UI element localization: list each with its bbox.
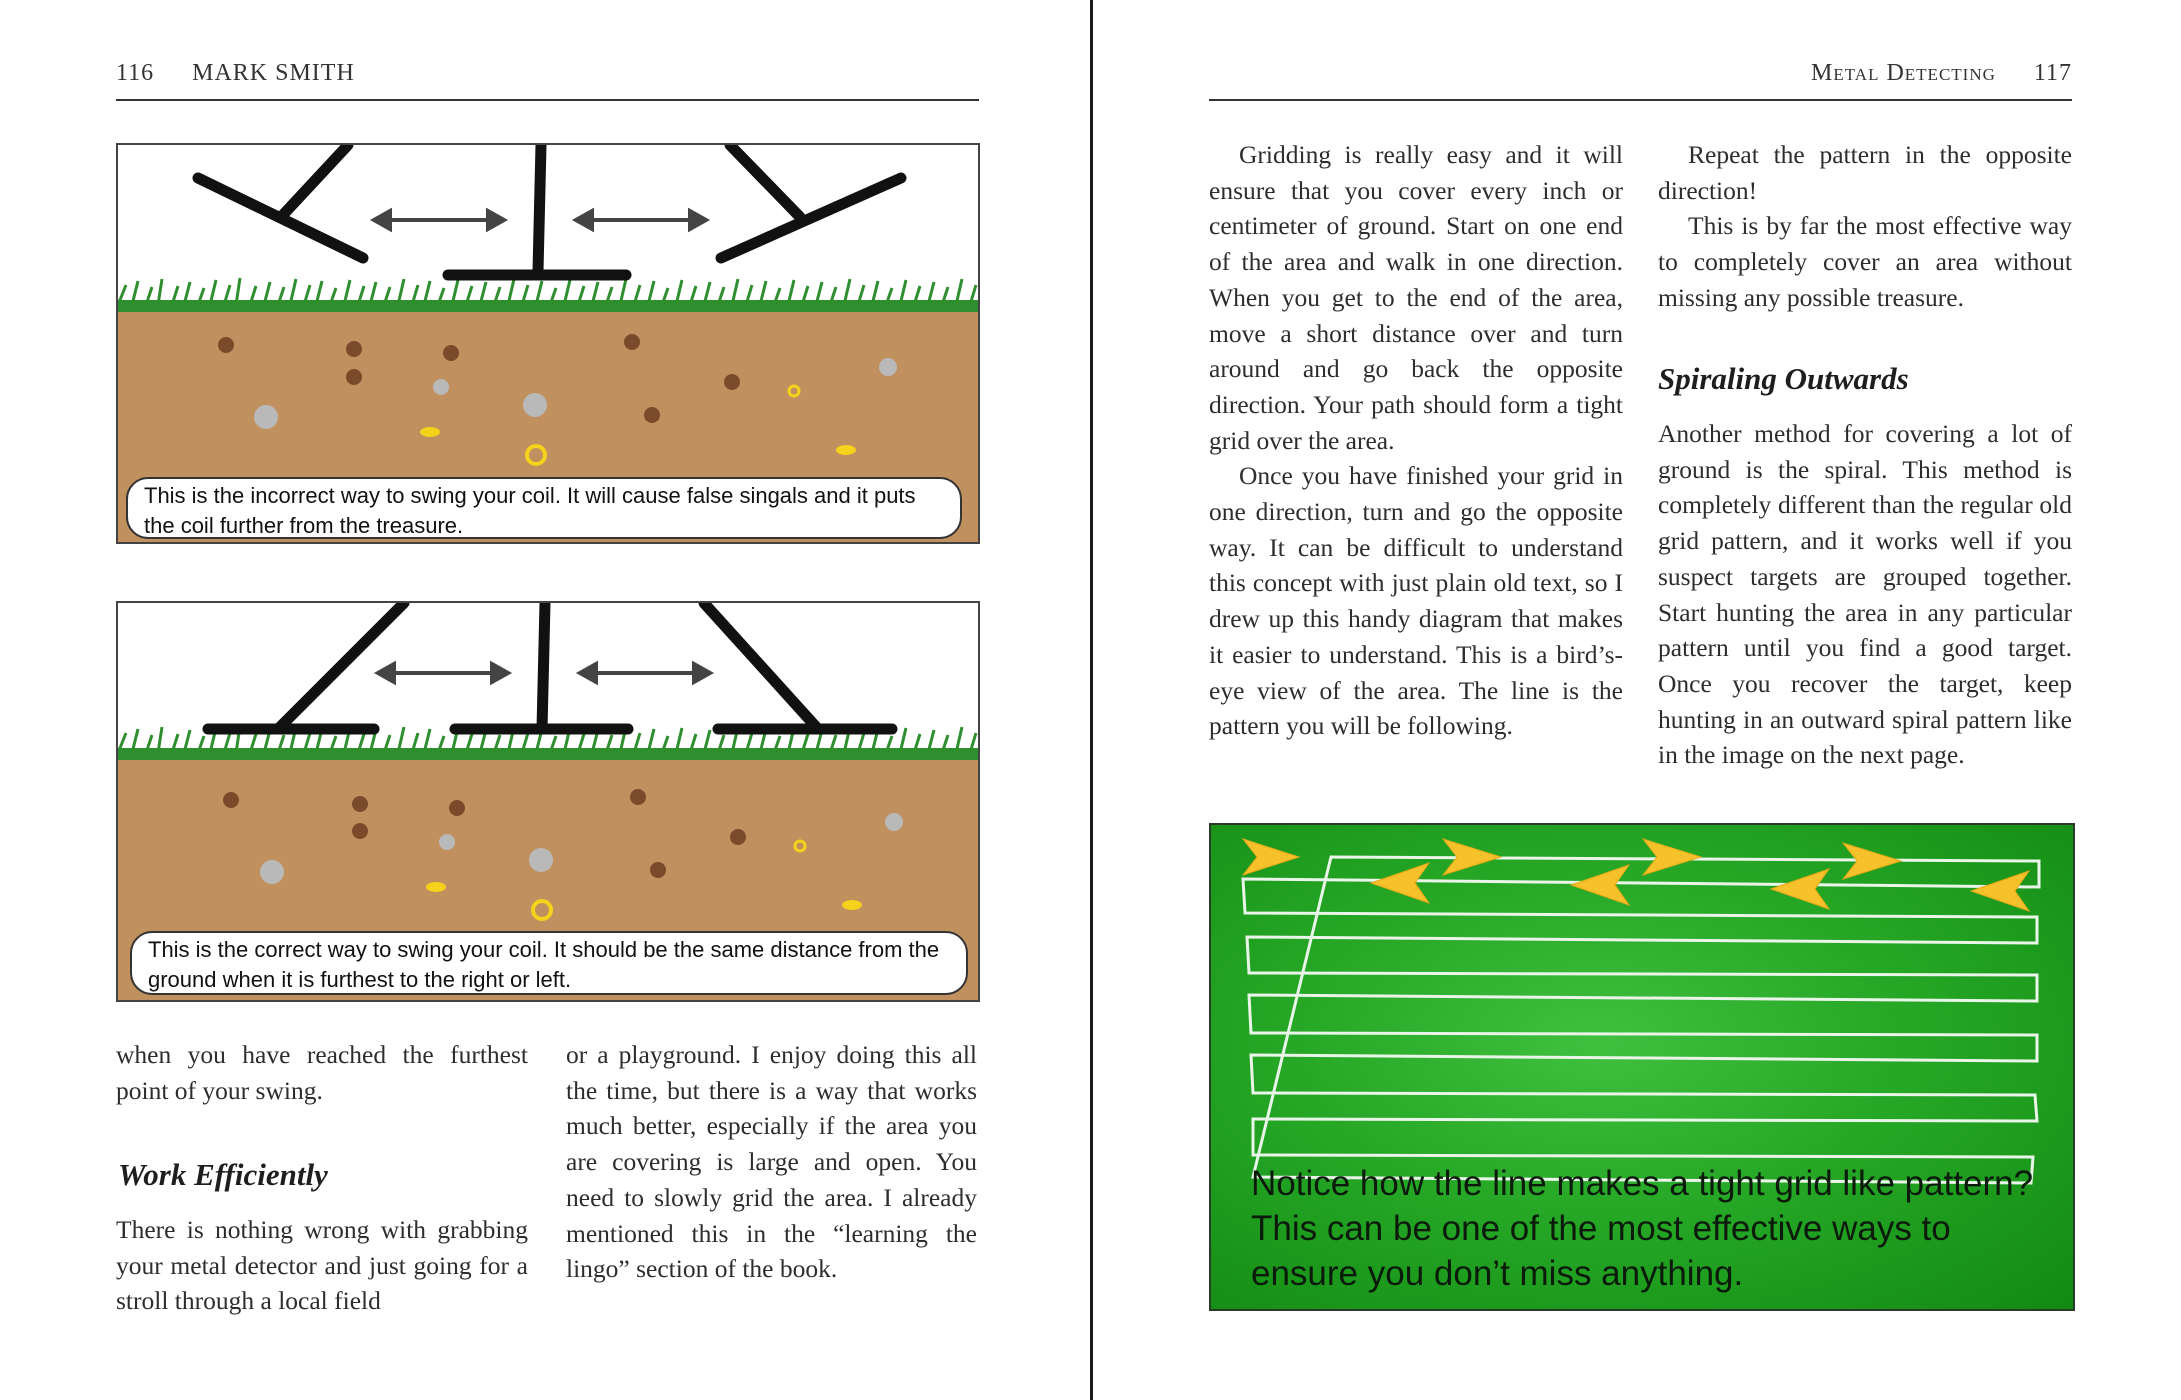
left-column-1-cont <box>116 1212 528 1319</box>
figure-caption-correct: This is the correct way to swing your coil. It should be the same distance from the ground when it is furthest to the right or left. <box>130 931 968 995</box>
heading-work-efficiently: Work Efficiently <box>118 1157 328 1192</box>
right-col2-para1: Repeat the pattern in the opposite direction! <box>1658 140 2072 205</box>
detector-shafts <box>198 145 901 275</box>
left-running-head: MARK SMITH <box>192 60 355 86</box>
grass-base <box>118 748 978 760</box>
left-col1-para2: There is nothing wrong with grabbing your metal detector and just going for a stroll through a local field <box>116 1215 528 1316</box>
left-column-1 <box>116 1037 528 1108</box>
book-spine <box>1090 0 1093 1400</box>
right-column-2-cont <box>1658 416 2072 773</box>
arrow-right-1 <box>1243 839 1299 875</box>
direction-arrows <box>1243 839 2029 911</box>
right-header <box>1811 60 2072 87</box>
right-column-1 <box>1209 137 1623 744</box>
right-col1-para2: Once you have finished your grid in one direction, turn and go the opposite way. It can be difficult to understand this concept with just plain old text, so I drew up this handy diagram that makes it easier to understand. This is a bird’s-eye view of the area. The line is the pattern you will be following. <box>1209 461 1623 741</box>
right-col2-para2: This is by far the most effective way to completely cover an area without missing any possible treasure. <box>1658 211 2072 312</box>
figure-correct-swing <box>116 601 980 1002</box>
figure-grid-pattern <box>1209 823 2075 1311</box>
left-header-rule <box>116 99 979 101</box>
right-page-number: 117 <box>2033 60 2072 86</box>
left-col1-para1: when you have reached the furthest point of your swing. <box>116 1040 528 1105</box>
left-page <box>0 0 1089 1400</box>
figure-incorrect-swing <box>116 143 980 544</box>
right-page <box>1094 0 2181 1400</box>
grass-base <box>118 300 978 312</box>
grid-path-line <box>1243 857 2039 1183</box>
arrow-left-2 <box>1571 865 1629 905</box>
arrow-left-1 <box>1371 863 1429 903</box>
right-column-2 <box>1658 137 2072 316</box>
left-column-2 <box>566 1037 977 1287</box>
arrow-right-3 <box>1643 839 1701 875</box>
left-header <box>116 60 355 87</box>
detector-shafts <box>208 603 892 729</box>
right-header-rule <box>1209 99 2072 101</box>
grid-figure-caption: Notice how the line makes a tight grid like pattern? This can be one of the most effective ways to ensure you don’t miss anything. <box>1251 1164 2034 1293</box>
heading-spiraling-outwards: Spiraling Outwards <box>1658 361 1909 396</box>
right-col2-para3: Another method for covering a lot of ground is the spiral. This method is completely different than the regular old grid pattern, and it works well if you suspect targets are grouped together. Start hunting the area in any particular pattern until you find a good target. Once you recover the target, keep hunting in an outward spiral pattern like in the image on the next page. <box>1658 419 2072 770</box>
right-col1-para1: Gridding is really easy and it will ensure that you cover every inch or centimeter of ground. Start on one end of the area and walk in one direction. When you get to the end of the area, move a short distance over and turn around and go back the opposite direction. Your path should form a tight grid over the area. <box>1209 140 1623 455</box>
right-running-head: Metal Detecting <box>1811 60 1996 86</box>
figure-caption-incorrect: This is the incorrect way to swing your coil. It will cause false singals and it puts the coil further from the treasure. <box>126 477 962 539</box>
arrow-left-4 <box>1971 871 2029 911</box>
left-page-number: 116 <box>116 60 155 86</box>
left-col2-para1: or a playground. I enjoy doing this all the time, but there is a way that works much better, especially if the area you are covering is large and open. You need to slowly grid the area. I already mentioned this in the “learning the lingo” section of the book. <box>566 1040 977 1284</box>
arrow-left-3 <box>1771 869 1829 909</box>
